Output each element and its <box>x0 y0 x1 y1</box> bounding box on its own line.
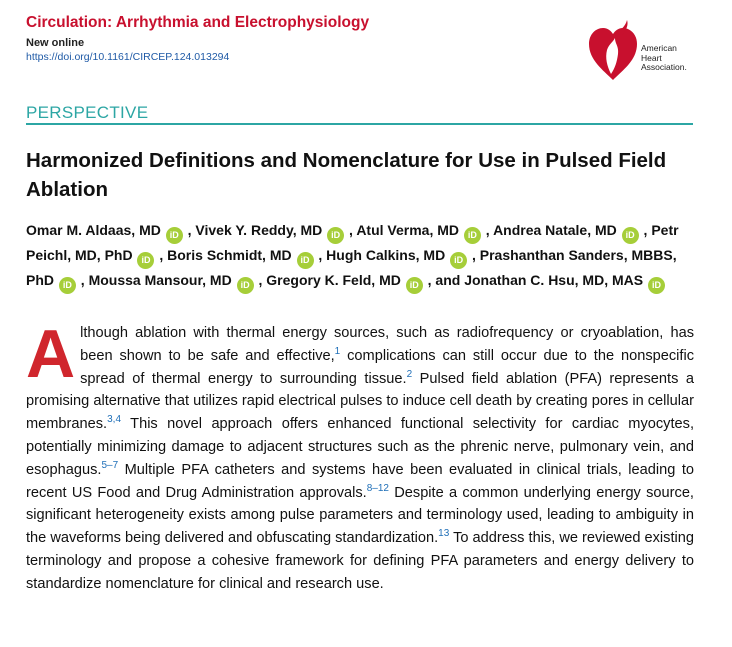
doi-link[interactable]: https://doi.org/10.1161/CIRCEP.124.013294 <box>26 51 230 63</box>
author-name: Hugh Calkins, MD <box>326 247 450 263</box>
author-name: Vivek Y. Reddy, MD <box>195 222 327 238</box>
author-name: Atul Verma, MD <box>356 222 463 238</box>
publication-status: New online <box>26 37 85 49</box>
author-separator: , and <box>423 272 465 288</box>
author-name: Gregory K. Feld, MD <box>266 272 405 288</box>
article-title: Harmonized Definitions and Nomenclature for Use in Pulsed Field Ablation <box>26 149 667 201</box>
author-separator: , <box>76 272 89 288</box>
reference-link[interactable]: 2 <box>406 368 413 380</box>
body-text: To address this, we reviewed existing terminology and propose a cohesive framework for defining PFA parameters and energy delivery to standardize nomenclature for clinical and research use. <box>26 530 695 592</box>
orcid-icon[interactable]: iD <box>137 252 154 269</box>
drop-cap: A <box>26 316 76 392</box>
aha-logo <box>585 14 705 84</box>
author-separator: , <box>481 222 494 238</box>
author-name: Boris Schmidt, MD <box>167 247 296 263</box>
orcid-icon[interactable]: iD <box>59 277 76 294</box>
author-name: Andrea Natale, MD <box>493 222 621 238</box>
orcid-icon[interactable]: iD <box>622 227 639 244</box>
author-separator: , <box>254 272 267 288</box>
logo-line-3: Association. <box>641 62 687 72</box>
abstract-body <box>26 316 695 596</box>
journal-title: Circulation: Arrhythmia and Electrophysiology <box>26 14 370 31</box>
author-name: Petr Peichl, MD, PhD <box>26 222 679 263</box>
author-separator: , <box>183 222 196 238</box>
author-name: Prashanthan Sanders, MBBS, PhD <box>26 247 677 288</box>
author-separator: , <box>314 247 327 263</box>
orcid-icon[interactable]: iD <box>450 252 467 269</box>
author-separator: , <box>345 222 357 238</box>
logo-line-1: American <box>641 43 677 53</box>
author-separator: , <box>468 247 480 263</box>
reference-link[interactable]: 5–7 <box>101 459 119 471</box>
orcid-icon[interactable]: iD <box>237 277 254 294</box>
body-text: Despite a common underlying energy source, significant heterogeneity exists among pulse parameters and terminology used, leading to ambiguity in the waveforms being delivered and obfuscating standardization. <box>26 484 694 547</box>
logo-line-2: Heart <box>641 52 662 63</box>
author-name: Jonathan C. Hsu, MD, MAS <box>464 272 647 288</box>
body-text: Pulsed field ablation (PFA) represents a promising alternative that utilizes rapid electrical pulses to induce cell death by creating pores in cellular membranes. <box>26 370 694 433</box>
author-separator: , <box>155 247 168 263</box>
aha-wordmark <box>641 44 687 73</box>
author-list <box>26 219 694 294</box>
reference-link[interactable]: 13 <box>438 528 450 540</box>
author-name: Omar M. Aldaas, MD <box>26 222 165 238</box>
author-name: Moussa Mansour, MD <box>88 272 236 288</box>
author-separator: , <box>639 222 652 238</box>
body-text: lthough ablation with thermal energy sources, such as radiofrequency or cryoablation, has been shown to be safe and effective, <box>80 325 694 364</box>
orcid-icon[interactable]: iD <box>297 252 314 269</box>
heart-torch-icon <box>585 14 641 84</box>
body-text: complications can still occur due to the nonspecific spread of thermal energy to surrounding tissue. <box>80 347 694 387</box>
orcid-icon[interactable]: iD <box>327 227 344 244</box>
reference-link[interactable]: 1 <box>334 345 341 357</box>
body-text: Multiple PFA catheters and systems have been evaluated in clinical trials, leading to recent US Food and Drug Administration approvals. <box>26 461 694 501</box>
orcid-icon[interactable]: iD <box>464 227 481 244</box>
body-text: This novel approach offers enhanced functional selectivity for cardiac myocytes, potentially minimizing damage to adjacent structures such as the phrenic nerve, pulmonary vein, and esophagus. <box>26 416 694 478</box>
orcid-icon[interactable]: iD <box>406 277 423 294</box>
reference-link[interactable]: 8–12 <box>366 482 389 494</box>
reference-link[interactable]: 3,4 <box>107 414 122 426</box>
section-label: PERSPECTIVE <box>26 103 149 122</box>
orcid-icon[interactable]: iD <box>648 277 665 294</box>
orcid-icon[interactable]: iD <box>166 227 183 244</box>
section-divider <box>26 123 693 125</box>
